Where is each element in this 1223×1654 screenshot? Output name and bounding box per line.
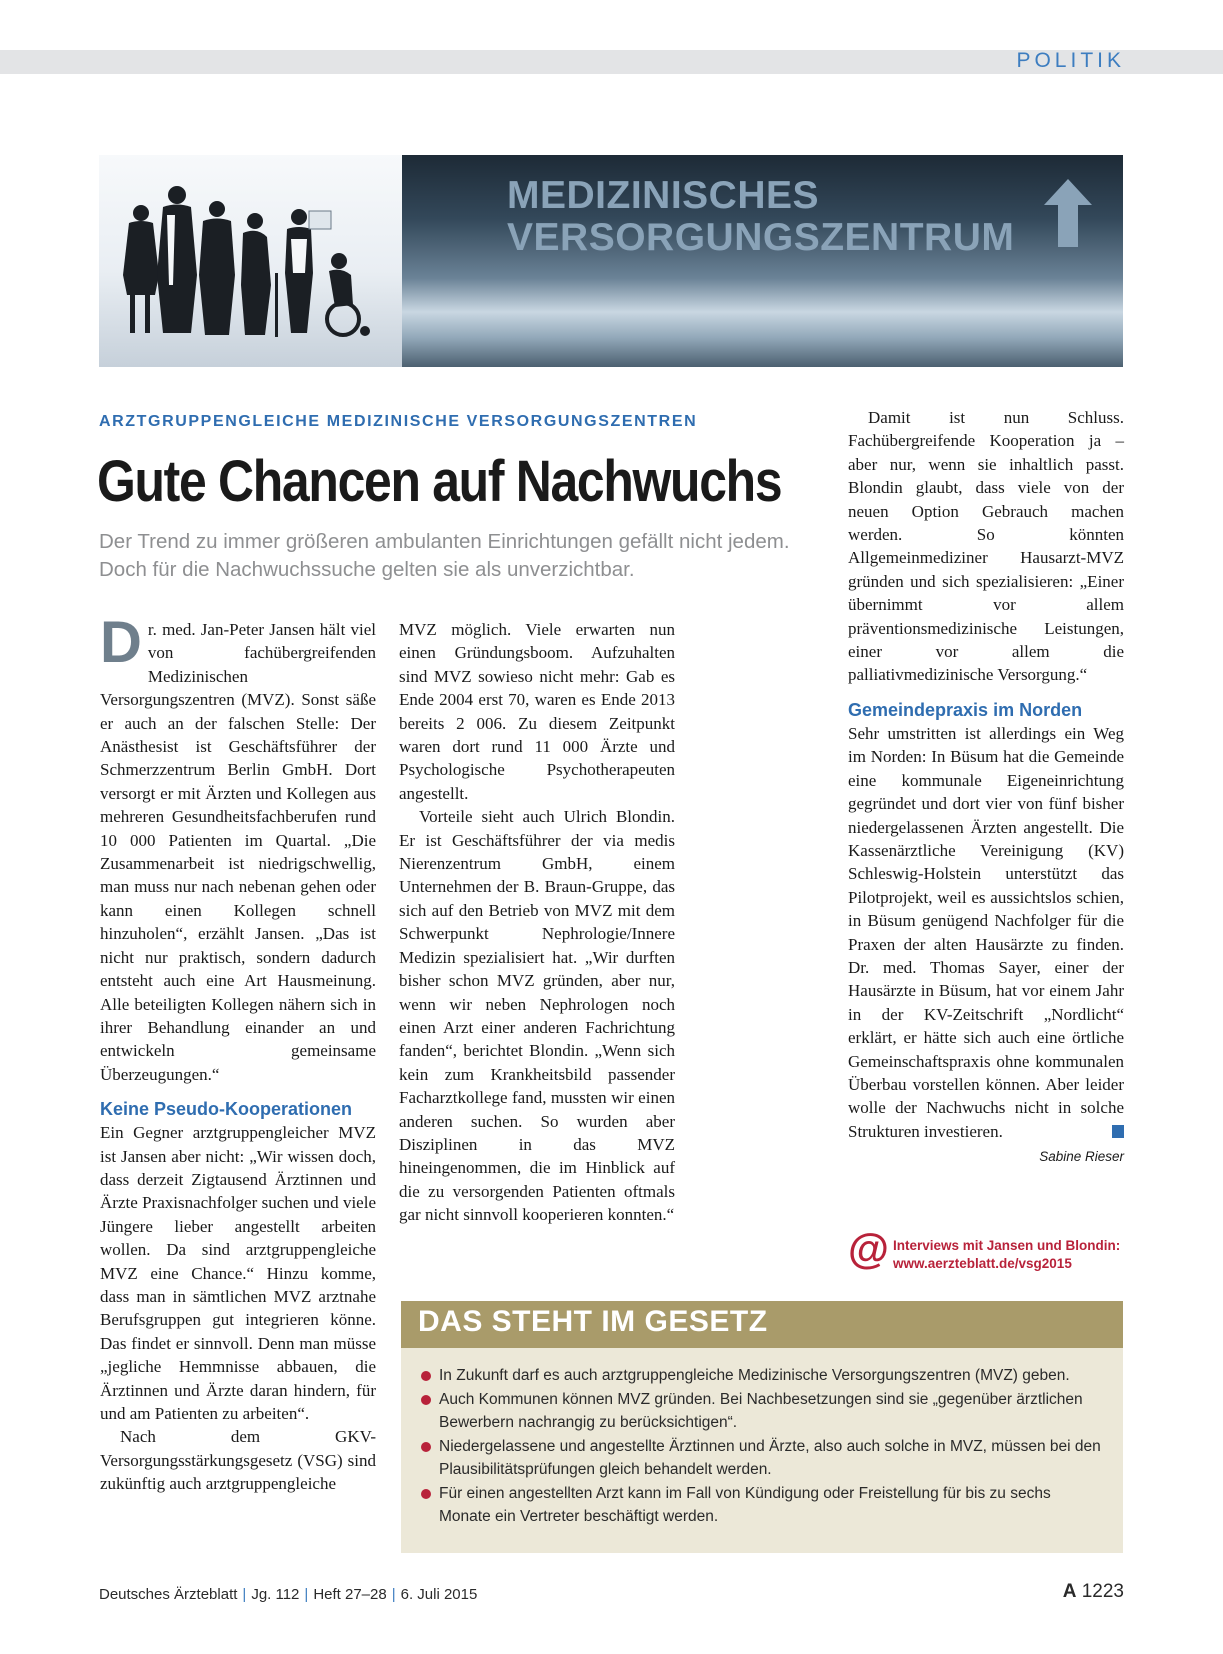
bullet-icon [421,1395,431,1405]
paragraph-6 [848,722,1124,1143]
subhead-pseudo-kooperationen: Keine Pseudo-Kooperationen [100,1099,353,1120]
medical-people-silhouettes-icon [99,155,402,367]
paragraph-2: Ein Gegner arztgruppengleicher MVZ ist Jansen aber nicht: „Wir wissen doch, dass derzeit Zigtausend Ärztinnen und Ärzte Praxisnachfolger suchen und viele Jüngere lieber angestellt arbeiten wollen. Da sind arztgruppengleiche MVZ eine Chance.“ Hinzu komme, dass man in sämtlichen MVZ arztnahe Berufsgruppen gut integrieren könne. Das findet er sinnvoll. Denn man müsse „jegliche Hemmnisse abbauen, die Ärztinnen und Ärzte daran hindern, für und am Patienten zu arbeiten“. [100,1123,376,1423]
paragraph-5: Damit ist nun Schluss. Fachübergreifende Kooperation ja – aber nur, wenn sie inhaltlich passt. Blondin glaubt, dass viele von der neuen Option Gebrauch machen werden. So könnten Allgemeinmediziner Hausarzt-MVZ gründen und sich spezialisieren: „Einer übernimmt vor allem präventionsmedizinische Leistungen, einer vor allem die palliativmedizinische Versorgung.“ [848,408,1124,685]
article-headline: Gute Chancen auf Nachwuchs [97,449,782,514]
bullet-icon [421,1371,431,1381]
article-column-2 [399,618,675,1227]
end-of-article-icon [1112,1125,1124,1138]
list-item-text: Niedergelassene und angestellte Ärztinnen und Ärzte, also auch solche in MVZ, müssen bei den Plausibilitätsprüfungen gleich behandelt werden. [439,1437,1101,1478]
paragraph-1 [100,610,376,1086]
footer-citation [99,1586,477,1603]
footer-date: 6. Juli 2015 [400,1586,478,1603]
paragraph-1-text: r. med. Jan-Peter Jansen hält viel von fachübergreifenden Medizinischen Versorgungszentren (MVZ). Sonst säße er auch an der falschen Stelle: Der Anästhesist ist Geschäftsführer der Schmerzzentrum Berlin GmbH. Dort versorgt er mit Ärzten und Kollegen aus mehreren Gesundheitsfachberufen rund 10 000 Patienten im Quartal. „Die Zusammenarbeit ist niedrigschwellig, man muss nur nach nebenan gehen oder kann einen Kollegen schnell hinzuholen“, erzählt Jansen. „Das ist nicht nur praktisch, sondern dadurch entsteht auch eine Art Hausmeinung. Alle beteiligten Kollegen nähern sich in ihrer Behandlung einander an und entwickeln gemeinsame Überzeugungen.“ [100,620,376,1084]
up-arrow-icon [1042,177,1094,249]
list-item-text: Für einen angestellten Arzt kann im Fall von Kündigung oder Freistellung für bis zu sechs Monate ein Vertreter beschäftigt werden. [439,1484,1051,1525]
list-item [421,1388,1103,1435]
sign-text [507,175,1014,259]
list-item [421,1435,1103,1482]
interview-text [893,1237,1120,1272]
info-box [401,1301,1123,1553]
drop-cap: D [100,610,142,675]
interview-line-1: Interviews mit Jansen und Blondin: [893,1238,1121,1253]
section-label: POLITIK [1016,49,1125,72]
sign-line-1: MEDIZINISCHES [507,174,820,217]
article-kicker: ARZTGRUPPENGLEICHE MEDIZINISCHE VERSORGUNGSZENTREN [99,413,698,430]
info-box-title: DAS STEHT IM GESETZ [401,1301,1123,1348]
interview-url-link[interactable]: www.aerzteblatt.de/vsg2015 [893,1255,1072,1271]
page-number-value: 1223 [1081,1581,1124,1602]
footer-volume: Jg. 112 [251,1586,300,1603]
info-box-list [401,1348,1123,1529]
footer-journal: Deutsches Ärzteblatt [99,1586,238,1603]
author-name: Sabine Rieser [1039,1149,1124,1165]
footer-separator: | [304,1586,309,1603]
hero-image [99,155,1123,367]
footer-separator: | [391,1586,396,1603]
footer-separator: | [242,1586,247,1603]
hero-sign-panel [402,155,1123,367]
sign-line-2: VERSORGUNGSZENTRUM [507,216,1015,259]
list-item [421,1482,1103,1529]
page-number [1063,1581,1124,1603]
article-lead: Der Trend zu immer größeren ambulanten Einrichtungen gefällt nicht jedem. Doch für die Nachwuchssuche gelten sie als unverzichtbar. [99,530,790,581]
list-item-text: In Zukunft darf es auch arztgruppengleiche Medizinische Versorgungszentren (MVZ) geben. [439,1367,1070,1384]
paragraph-3-start: Nach dem GKV-Versorgungsstärkungsgesetz (VSG) sind zukünftig auch arztgruppengleiche [100,1427,376,1494]
hero-people-panel [99,155,402,367]
paragraph-4: Vorteile sieht auch Ulrich Blondin. Er ist Geschäftsführer der via medis Nierenzentrum GmbH, einem Unternehmen der B. Braun-Gruppe, das sich auf den Betrieb von MVZ mit dem Schwerpunkt Nephrologie/Innere Medizin spezialisiert hat. „Wir durften bisher schon MVZ gründen, aber nur, wenn wir neben Nephrologen noch einen Arzt einer anderen Fachrichtung fanden“, berichtet Blondin. „Wenn sich kein zum Krankheitsbild passender Facharztkollege fand, mussten wir einen anderen suchen. So wurden aber Disziplinen in das MVZ hineingenommen, die im Hinblick auf die zu versorgenden Patienten oftmals gar nicht sinnvoll kooperieren konnten.“ [399,807,675,1225]
article-column-1 [100,610,376,1496]
paragraph-3-end: MVZ möglich. Viele erwarten nun einen Gründungsboom. Aufzuhalten sind MVZ sowieso nicht mehr: Gab es Ende 2004 erst 70, waren es Ende 2013 bereits 2 006. Zu diesem Zeitpunkt waren dort rund 11 000 Ärzte und Psychologische Psychotherapeuten angestellt. [399,620,675,803]
list-item [421,1364,1103,1388]
subhead-gemeindepraxis: Gemeindepraxis im Norden [848,699,1083,720]
bullet-icon [421,1489,431,1499]
paragraph-6-text: Sehr umstritten ist allerdings ein Weg im Norden: In Büsum hat die Gemeinde eine kommunale Eigeneinrichtung gegründet und dort vier von fünf bisher niedergelassenen Ärzten angestellt. Die Kassenärztliche Vereinigung (KV) Schleswig-Holstein unterstützt das Pilotprojekt, weil es aussichtslos schien, in Büsum genügend Nachfolger für die Praxen der alten Hausärzte zu finden. Dr. med. Thomas Sayer, einer der Hausärzte in Büsum, hat vor einem Jahr in der KV-Zeitschrift „Nordlicht“ erklärt, er hätte sich auch eine örtliche Gemeinschaftspraxis ohne kommunalen Überbau vorstellen können. Aber leider wolle der Nachwuchs nicht in solche Strukturen investieren. [848,723,1124,1141]
list-item-text: Auch Kommunen können MVZ gründen. Bei Nachbesetzungen sind sie „gegenüber ärztlichen Bewerbern nachrangig zu berücksichtigen“. [439,1390,1083,1431]
page-prefix: A [1062,1581,1077,1602]
at-sign-icon: @ [848,1225,889,1272]
bullet-icon [421,1442,431,1452]
footer-issue: Heft 27–28 [313,1586,387,1603]
interview-link-box[interactable] [848,1225,1128,1272]
article-column-3 [848,406,1124,1169]
